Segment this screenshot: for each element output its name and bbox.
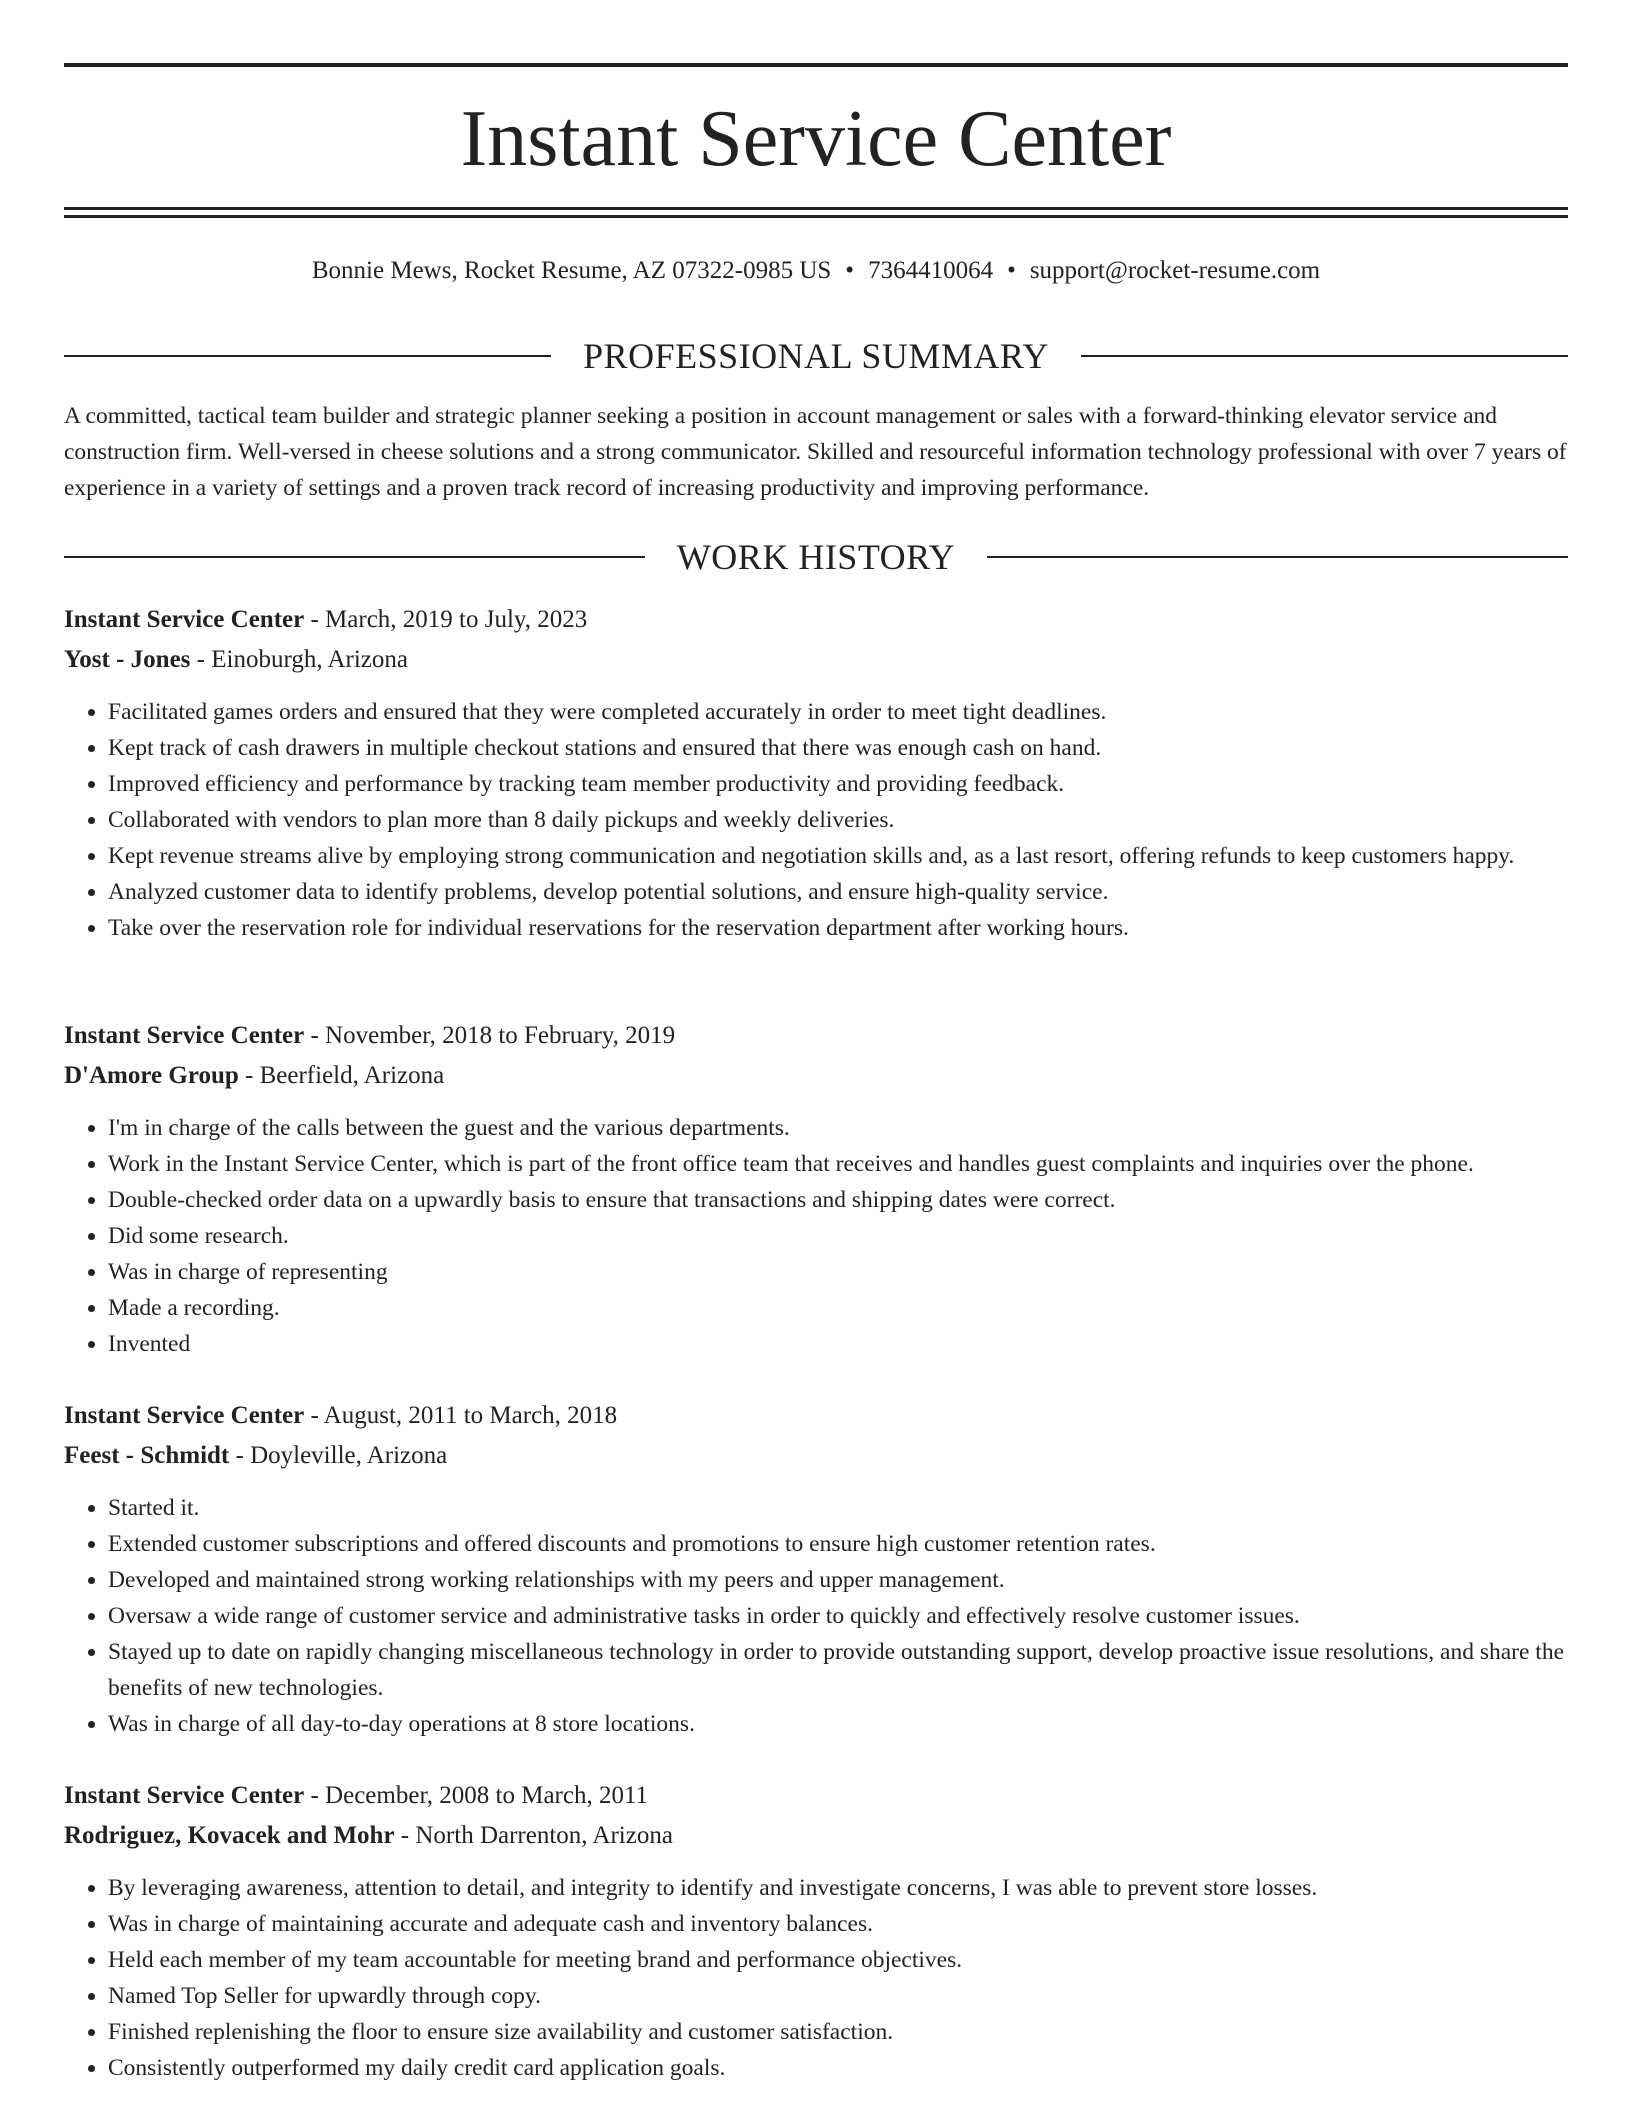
job-bullet: • Take over the reservation role for individual reservations for the reservation department after working hours. bbox=[108, 910, 1572, 946]
job-title: Instant Service Center bbox=[64, 1782, 305, 1809]
page-title: Instant Service Center bbox=[460, 95, 1172, 183]
job-bullet: • Finished replenishing the floor to ensure size availability and customer satisfaction. bbox=[108, 2014, 1572, 2050]
job-title: Instant Service Center bbox=[64, 606, 305, 633]
job-employer: Rodriguez, Kovacek and Mohr bbox=[64, 1822, 395, 1849]
section-rule-right bbox=[987, 556, 1568, 558]
job-location: - North Darrenton, Arizona bbox=[394, 1822, 673, 1849]
job-title-line bbox=[64, 1018, 1572, 1054]
contact-separator: • bbox=[1007, 257, 1016, 284]
job-bullet: • Named Top Seller for upwardly through copy. bbox=[108, 1978, 1572, 2014]
job-bullet: • Stayed up to date on rapidly changing miscellaneous technology in order to provide outstanding support, develop proactive issue resolutions, and share the benefits of new technologies. bbox=[108, 1634, 1572, 1706]
contact-phone: 7364410064 bbox=[868, 257, 994, 284]
summary-section-header bbox=[64, 334, 1568, 378]
job-bullet: • Kept track of cash drawers in multiple checkout stations and ensured that there was enough cash on hand. bbox=[108, 730, 1572, 766]
job-bullet: • Work in the Instant Service Center, which is part of the front office team that receives and handles guest complaints and inquiries over the phone. bbox=[108, 1146, 1572, 1182]
job-employer-line bbox=[64, 642, 1572, 678]
job-bullet: • Consistently outperformed my daily credit card application goals. bbox=[108, 2050, 1572, 2086]
job-bullet: • Developed and maintained strong working relationships with my peers and upper management. bbox=[108, 1562, 1572, 1598]
job-title: Instant Service Center bbox=[64, 1022, 305, 1049]
job-employer: D'Amore Group bbox=[64, 1062, 239, 1089]
job-title-line bbox=[64, 1778, 1572, 1814]
contact-email: support@rocket-resume.com bbox=[1029, 257, 1321, 284]
job-title-line bbox=[64, 1398, 1572, 1434]
job-bullet: • Invented bbox=[108, 1326, 1572, 1362]
job-bullet: • Improved efficiency and performance by tracking team member productivity and providing feedback. bbox=[108, 766, 1572, 802]
job-dates: - August, 2011 to March, 2018 bbox=[304, 1402, 618, 1429]
job-bullet: • Oversaw a wide range of customer service and administrative tasks in order to quickly and effectively resolve customer issues. bbox=[108, 1598, 1572, 1634]
job-dates: - November, 2018 to February, 2019 bbox=[304, 1022, 676, 1049]
job-location: - Doyleville, Arizona bbox=[229, 1442, 448, 1469]
job-bullet: • Double-checked order data on a upwardly basis to ensure that transactions and shipping dates were correct. bbox=[108, 1182, 1572, 1218]
title-double-rule-upper bbox=[64, 207, 1568, 210]
job-bullets bbox=[64, 1870, 1572, 2086]
job-employer-line bbox=[64, 1438, 1572, 1474]
job-bullet: • Was in charge of maintaining accurate and adequate cash and inventory balances. bbox=[108, 1906, 1572, 1942]
job-employer: Feest - Schmidt bbox=[64, 1442, 230, 1469]
job-dates: - December, 2008 to March, 2011 bbox=[304, 1782, 649, 1809]
job-title: Instant Service Center bbox=[64, 1402, 305, 1429]
job-entry bbox=[64, 1018, 1572, 1362]
title-double-rule-lower bbox=[64, 215, 1568, 218]
job-bullets bbox=[64, 1490, 1572, 1742]
job-bullet: • Kept revenue streams alive by employing strong communication and negotiation skills and, as a last resort, offering refunds to keep customers happy. bbox=[108, 838, 1572, 874]
contact-address: Bonnie Mews, Rocket Resume, AZ 07322-0985 US bbox=[311, 257, 832, 284]
job-bullet: • Was in charge of all day-to-day operations at 8 store locations. bbox=[108, 1706, 1572, 1742]
job-bullet: • Facilitated games orders and ensured that they were completed accurately in order to meet tight deadlines. bbox=[108, 694, 1572, 730]
job-bullet: • Was in charge of representing bbox=[108, 1254, 1572, 1290]
job-bullet: • Analyzed customer data to identify problems, develop potential solutions, and ensure high-quality service. bbox=[108, 874, 1572, 910]
job-bullet: • By leveraging awareness, attention to detail, and integrity to identify and investigate concerns, I was able to prevent store losses. bbox=[108, 1870, 1572, 1906]
job-bullet: • Extended customer subscriptions and offered discounts and promotions to ensure high customer retention rates. bbox=[108, 1526, 1572, 1562]
job-title-line bbox=[64, 602, 1572, 638]
section-rule-left bbox=[64, 556, 645, 558]
job-entry bbox=[64, 602, 1572, 946]
job-location: - Einoburgh, Arizona bbox=[190, 646, 408, 673]
job-employer-line bbox=[64, 1058, 1572, 1094]
top-rule bbox=[64, 63, 1568, 67]
section-rule-right bbox=[1081, 355, 1568, 357]
job-entry bbox=[64, 1778, 1572, 2086]
job-location: - Beerfield, Arizona bbox=[238, 1062, 445, 1089]
job-dates: - March, 2019 to July, 2023 bbox=[304, 606, 588, 633]
work-history-section-header bbox=[64, 535, 1568, 579]
contact-separator: • bbox=[845, 257, 855, 284]
job-bullet: • Made a recording. bbox=[108, 1290, 1572, 1326]
summary-heading: PROFESSIONAL SUMMARY bbox=[583, 336, 1049, 376]
contact-line bbox=[64, 254, 1568, 288]
job-bullet: • Did some research. bbox=[108, 1218, 1572, 1254]
job-bullet: • Collaborated with vendors to plan more than 8 daily pickups and weekly deliveries. bbox=[108, 802, 1572, 838]
job-bullet: • Held each member of my team accountable for meeting brand and performance objectives. bbox=[108, 1942, 1572, 1978]
summary-text: A committed, tactical team builder and strategic planner seeking a position in account management or sales with a forward-thinking elevator service and construction firm. Well-versed in cheese solutions and a strong communicator. Skilled and resourceful information technology professional with over 7 years of experience in a variety of settings and a proven track record of increasing productivity and improving performance. bbox=[64, 403, 1567, 501]
job-employer-line bbox=[64, 1818, 1572, 1854]
job-employer: Yost - Jones bbox=[64, 646, 191, 673]
job-bullet: • I'm in charge of the calls between the guest and the various departments. bbox=[108, 1110, 1572, 1146]
work-history-heading: WORK HISTORY bbox=[676, 537, 956, 577]
job-bullet: • Started it. bbox=[108, 1490, 1572, 1526]
job-entry bbox=[64, 1398, 1572, 1742]
section-rule-left bbox=[64, 355, 551, 357]
job-bullets bbox=[64, 1110, 1572, 1362]
job-bullets bbox=[64, 694, 1572, 946]
